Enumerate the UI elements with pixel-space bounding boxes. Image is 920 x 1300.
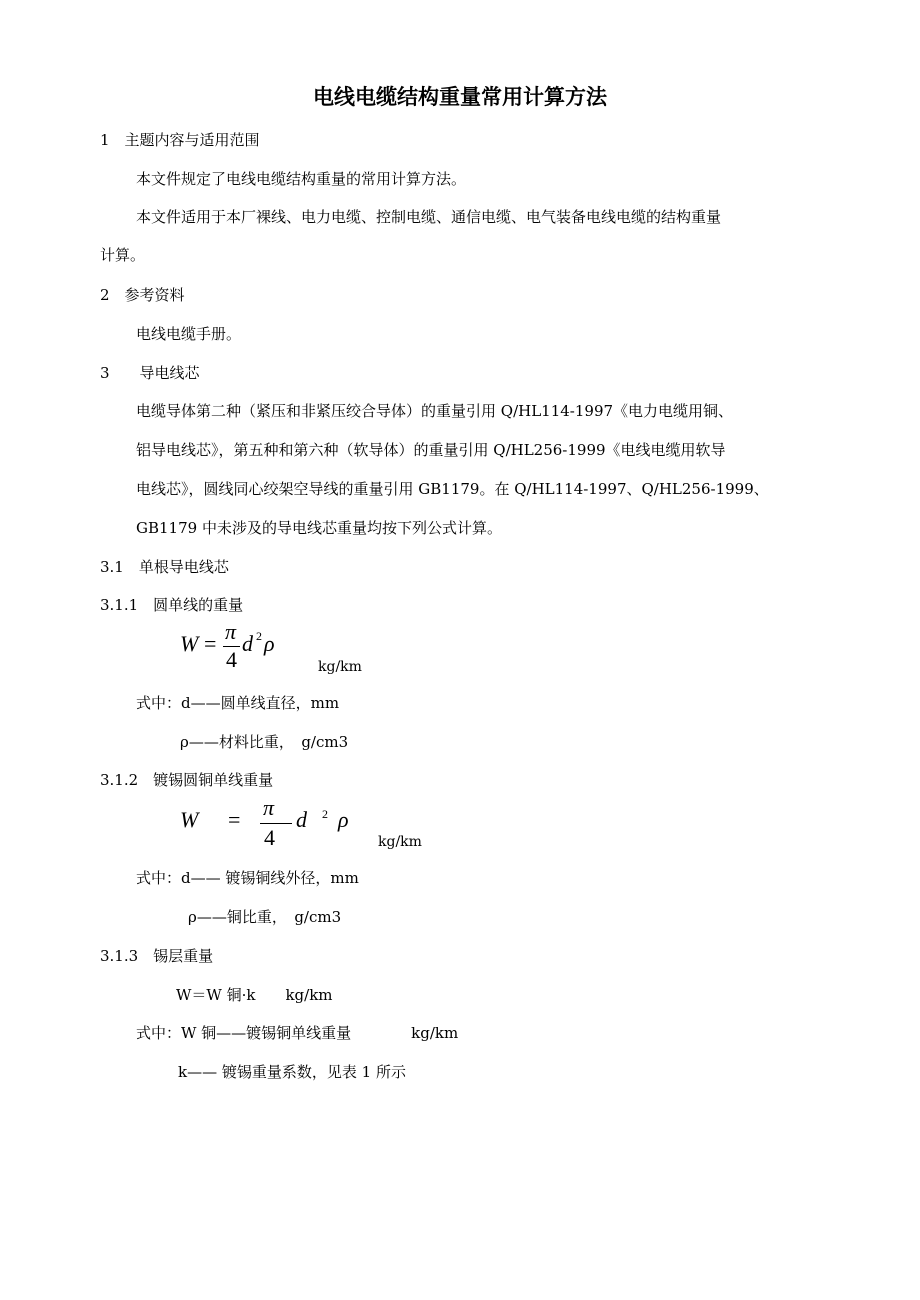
section-3-heading: 3 导电线芯 <box>100 364 200 382</box>
section-3-paragraph-line-4: GB1179 中未涉及的导电线芯重量均按下列公式计算。 <box>136 519 502 537</box>
formula-1-lhs: W <box>180 631 199 656</box>
page-title: 电线电缆结构重量常用计算方法 <box>313 85 607 109</box>
formula-2-exponent: 2 <box>322 807 328 821</box>
formula-2-denominator: 4 <box>264 825 275 850</box>
formula-2-equals: = <box>228 807 241 832</box>
section-1-paragraph-1: 本文件规定了电线电缆结构重量的常用计算方法。 <box>136 170 467 188</box>
section-2-heading: 2 参考资料 <box>100 286 185 304</box>
section-3-1-2-heading: 3.1.2 镀锡圆铜单线重量 <box>100 771 274 789</box>
section-1-heading: 1 主题内容与适用范围 <box>100 131 260 149</box>
section-3-1-3-formula: W＝W 铜·k kg/km <box>176 986 333 1004</box>
section-3-1-3-where-w: 式中：W 铜——镀锡铜单线重量 kg/km <box>136 1024 459 1042</box>
formula-1-exponent: 2 <box>256 629 262 643</box>
formula-2-fraction-bar <box>260 823 292 824</box>
section-3-1-3-heading: 3.1.3 锡层重量 <box>100 947 214 965</box>
formula-2-numerator: π <box>263 795 275 820</box>
section-3-1-heading: 3.1 单根导电线芯 <box>100 558 229 576</box>
section-1-paragraph-2-line-1: 本文件适用于本厂裸线、电力电缆、控制电缆、通信电缆、电气装备电线电缆的结构重量 <box>136 208 722 226</box>
formula-2-variable: d <box>296 807 307 832</box>
section-3-1-3-where-k: k—— 镀锡重量系数，见表 1 所示 <box>178 1063 406 1081</box>
formula-1-denominator: 4 <box>226 647 237 672</box>
formula-1-rho: ρ <box>264 631 275 656</box>
section-3-1-2-where-d: 式中：d—— 镀锡铜线外径，mm <box>136 869 359 887</box>
section-3-1-1-heading: 3.1.1 圆单线的重量 <box>100 596 244 614</box>
formula-1-variable: d <box>242 631 253 656</box>
section-3-1-1-where-d: 式中：d——圆单线直径，mm <box>136 694 340 712</box>
section-2-paragraph-1: 电线电缆手册。 <box>136 325 242 343</box>
formula-1-numerator: π <box>225 619 237 644</box>
section-1-paragraph-2-line-2: 计算。 <box>100 246 146 264</box>
formula-2-unit: kg/km <box>378 834 422 850</box>
formula-1-equals: = <box>204 631 217 656</box>
section-3-1-2-where-rho: ρ——铜比重， g/cm3 <box>188 908 342 926</box>
formula-2-lhs: W <box>180 807 199 832</box>
section-3-paragraph-line-1: 电缆导体第二种（紧压和非紧压绞合导体）的重量引用 Q/HL114-1997《电力电缆用铜、 <box>136 402 734 420</box>
formula-1-unit: kg/km <box>318 659 362 675</box>
section-3-paragraph-line-2: 铝导电线芯》，第五种和第六种（软导体）的重量引用 Q/HL256-1999《电线电缆用软导 <box>136 441 726 459</box>
section-3-1-1-where-rho: ρ——材料比重， g/cm3 <box>180 733 349 751</box>
formula-2-rho: ρ <box>338 807 349 832</box>
section-3-paragraph-line-3: 电线芯》，圆线同心绞架空导线的重量引用 GB1179。在 Q/HL114-1997、Q/HL256-1999、 <box>136 480 769 498</box>
